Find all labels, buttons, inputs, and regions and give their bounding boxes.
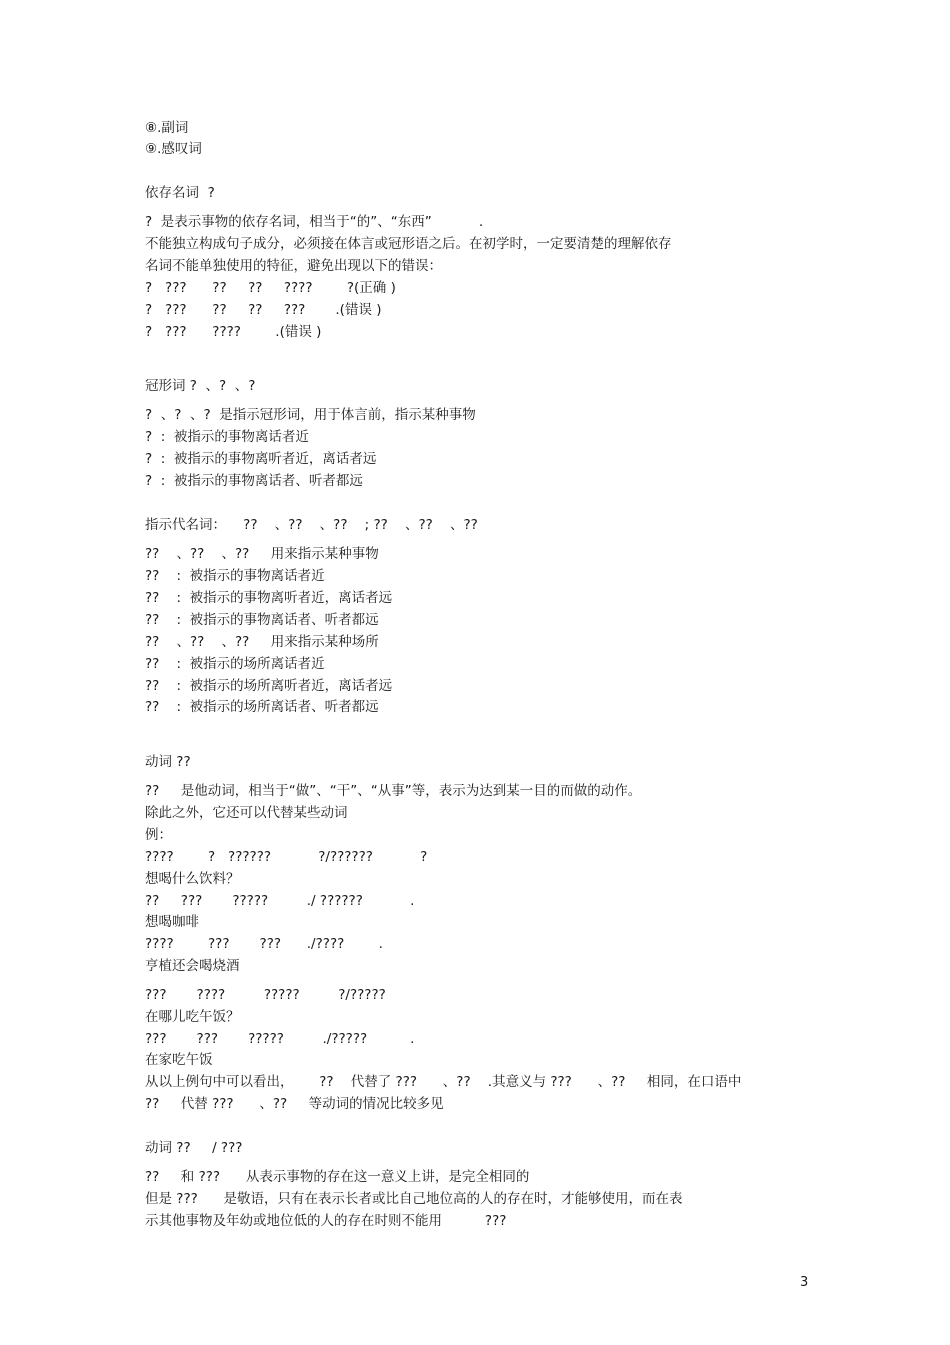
text-line: ?? 、?? 、?? 用来指示某种场所: [145, 634, 379, 650]
text-line: ?? 、?? 、?? 用来指示某种事物: [145, 546, 379, 562]
text-line: 不能独立构成句子成分，必须接在体言或冠形语之后。在初学时，一定要清楚的理解依存: [145, 236, 672, 252]
list-item-interjection: ⑨.感叹词: [145, 141, 202, 157]
text-line: 但是 ??? 是敬语，只有在表示长者或比自己地位高的人的存在时，才能够使用，而在表: [145, 1191, 683, 1207]
example-line: ??? ???? ????? ?/?????: [145, 987, 386, 1003]
text-line: ? : 被指示的事物离听者近，离话者远: [145, 451, 377, 467]
example-line: ???? ? ?????? ?/?????? ?: [145, 849, 428, 865]
list-item-adverb: ⑧.副词: [145, 120, 189, 136]
text-line: ?? : 被指示的事物离话者、听者都远: [145, 612, 379, 628]
page-number: 3: [800, 1275, 809, 1290]
text-line: ?? 代替 ??? 、?? 等动词的情况比较多见: [145, 1096, 444, 1112]
section-heading-determiner: 冠形词 ? 、? 、?: [145, 378, 256, 394]
translation-line: 亨植还会喝烧酒: [145, 958, 240, 974]
text-line: 例：: [145, 827, 172, 843]
text-line: 除此之外，它还可以代替某些动词: [145, 805, 348, 821]
text-line: 示其他事物及年幼或地位低的人的存在时则不能用 ???: [145, 1213, 507, 1229]
section-heading-demonstrative-pronoun: 指示代名词： ?? 、?? 、?? ; ?? 、?? 、??: [145, 517, 478, 533]
text-line: 名词不能单独使用的特征，避免出现以下的错误：: [145, 258, 442, 274]
example-line: ???? ??? ??? ./???? .: [145, 936, 383, 952]
translation-line: 想喝什么饮料？: [145, 871, 240, 887]
text-line: ?? : 被指示的场所离听者近，离话者远: [145, 678, 393, 694]
translation-line: 想喝咖啡: [145, 914, 199, 930]
section-heading-verb-1: 动词 ??: [145, 754, 191, 770]
example-line: ? ??? ?? ?? ??? .(错误 ): [145, 302, 382, 318]
translation-line: 在家吃午饭: [145, 1052, 213, 1068]
example-line: ??? ??? ????? ./????? .: [145, 1031, 415, 1047]
text-line: ? : 被指示的事物离话者近: [145, 429, 309, 445]
text-line: ?? : 被指示的事物离话者近: [145, 568, 325, 584]
example-line: ?? ??? ????? ./ ?????? .: [145, 893, 415, 909]
text-line: 从以上例句中可以看出， ?? 代替了 ??? 、?? .其意义与 ??? 、?? 相同，在口语中: [145, 1074, 742, 1090]
text-line: ?? : 被指示的场所离话者近: [145, 656, 325, 672]
section-heading-dependent-noun: 依存名词 ?: [145, 185, 215, 201]
section-heading-verb-2: 动词 ?? / ???: [145, 1140, 243, 1156]
text-line: ? 、? 、? 是指示冠形词，用于体言前，指示某种事物: [145, 407, 476, 423]
text-line: ? : 被指示的事物离话者、听者都远: [145, 473, 363, 489]
text-line: ? 是表示事物的依存名词，相当于“的”、“东西” .: [145, 214, 484, 230]
text-line: ?? : 被指示的场所离话者、听者都远: [145, 699, 379, 715]
example-line: ? ??? ???? .(错误 ): [145, 324, 322, 340]
text-line: ?? 是他动词，相当于“做”、“干”、“从事”等，表示为达到某一目的而做的动作。: [145, 783, 642, 799]
example-line: ? ??? ?? ?? ???? ?(正确 ): [145, 280, 396, 296]
translation-line: 在哪儿吃午饭？: [145, 1009, 240, 1025]
text-line: ?? 和 ??? 从表示事物的存在这一意义上讲，是完全相同的: [145, 1169, 530, 1185]
text-line: ?? : 被指示的事物离听者近，离话者远: [145, 590, 393, 606]
